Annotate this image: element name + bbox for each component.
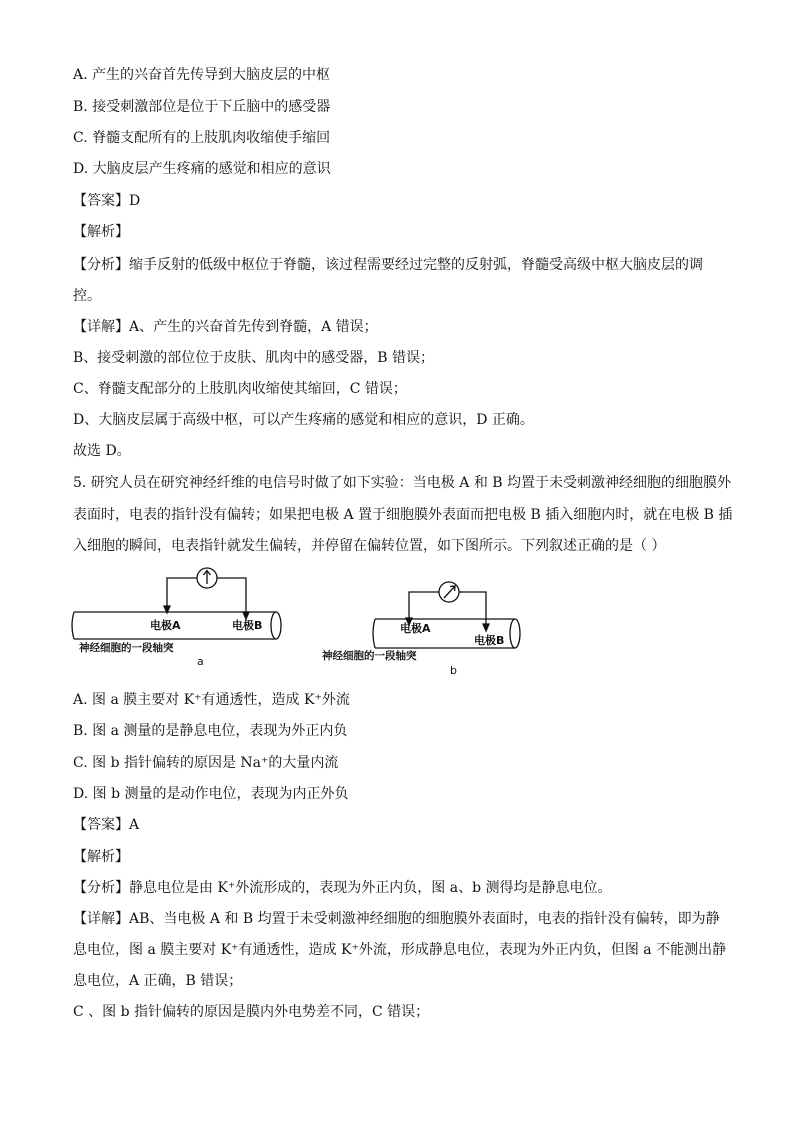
q4-answer: 【答案】D <box>73 193 141 209</box>
q4-option-b: B. 接受刺激部位是位于下丘脑中的感受器 <box>73 99 331 115</box>
figure-a-caption: 神经细胞的一段轴突 <box>79 642 174 654</box>
q5-fenxi: 【分析】静息电位是由 K⁺外流形成的，表现为外正内负，图 a、b 测得均是静息电位。 <box>73 880 612 896</box>
q4-xiangjie-line-4: D、大脑皮层属于高级中枢，可以产生疼痛的感觉和相应的意识，D 正确。 <box>73 412 534 428</box>
figure-a-label: a <box>197 655 204 668</box>
q5-stem-line-3: 入细胞的瞬间，电表指针就发生偏转，并停留在偏转位置，如下图所示。下列叙述正确的是（ ） <box>73 538 666 554</box>
q5-xiangjie-line-3: 息电位，A 正确，B 错误； <box>73 973 243 989</box>
figure-b-caption: 神经细胞的一段轴突 <box>322 650 417 662</box>
q4-option-d: D. 大脑皮层产生疼痛的感觉和相应的意识 <box>73 161 331 177</box>
q4-xiangjie-line-1: 【详解】A、产生的兴奋首先传到脊髓，A 错误； <box>73 319 378 335</box>
q4-xiangjie-line-2: B、接受刺激的部位位于皮肤、肌肉中的感受器，B 错误； <box>73 350 435 366</box>
q4-fenxi-line-2: 控。 <box>73 288 101 304</box>
q5-option-c: C. 图 b 指针偏转的原因是 Na⁺的大量内流 <box>73 755 339 771</box>
q5-figure <box>70 560 530 685</box>
q4-fenxi-line-1: 【分析】缩手反射的低级中枢位于脊髓，该过程需要经过完整的反射弧，脊髓受高级中枢大脑皮层的调 <box>73 257 703 273</box>
q5-option-b: B. 图 a 测量的是静息电位，表现为外正内负 <box>73 723 348 739</box>
q5-analysis-label: 【解析】 <box>73 849 129 865</box>
q4-option-a: A. 产生的兴奋首先传导到大脑皮层的中枢 <box>73 67 331 83</box>
q5-answer: 【答案】A <box>73 817 140 833</box>
q5-xiangjie-line-2: 息电位，图 a 膜主要对 K⁺有通透性，造成 K⁺外流，形成静息电位，表现为外正内负，但图 a 不能测出静 <box>73 942 727 958</box>
q4-xiangjie-line-3: C、脊髓支配部分的上肢肌肉收缩使其缩回，C 错误； <box>73 381 407 397</box>
figure-a-electrode-a: 电极A <box>150 619 181 632</box>
q5-xiangjie-line-4: C 、图 b 指针偏转的原因是膜内外电势差不同，C 错误； <box>73 1004 430 1020</box>
figure-b-electrode-b: 电极B <box>474 634 505 647</box>
q4-xiangjie-line-5: 故选 D。 <box>73 443 131 459</box>
q4-option-c: C. 脊髓支配所有的上肢肌肉收缩使手缩回 <box>73 130 331 146</box>
q5-option-a: A. 图 a 膜主要对 K⁺有通透性，造成 K⁺外流 <box>73 692 350 708</box>
q5-stem-line-1: 5. 研究人员在研究神经纤维的电信号时做了如下实验：当电极 A 和 B 均置于未受刺激神经细胞的细胞膜外 <box>73 475 732 491</box>
q5-xiangjie-line-1: 【详解】AB、当电极 A 和 B 均置于未受刺激神经细胞的细胞膜外表面时，电表的指针没有偏转，即为静 <box>73 911 720 927</box>
q5-option-d: D. 图 b 测量的是动作电位，表现为内正外负 <box>73 786 349 802</box>
figure-b-label: b <box>450 664 457 677</box>
q4-analysis-label: 【解析】 <box>73 224 129 240</box>
figure-a-electrode-b: 电极B <box>232 619 263 632</box>
figure-b-electrode-a: 电极A <box>400 622 431 635</box>
q5-stem-line-2: 表面时，电表的指针没有偏转；如果把电极 A 置于细胞膜外表面而把电极 B 插入细胞内时，就在电极 B 插 <box>73 507 733 523</box>
